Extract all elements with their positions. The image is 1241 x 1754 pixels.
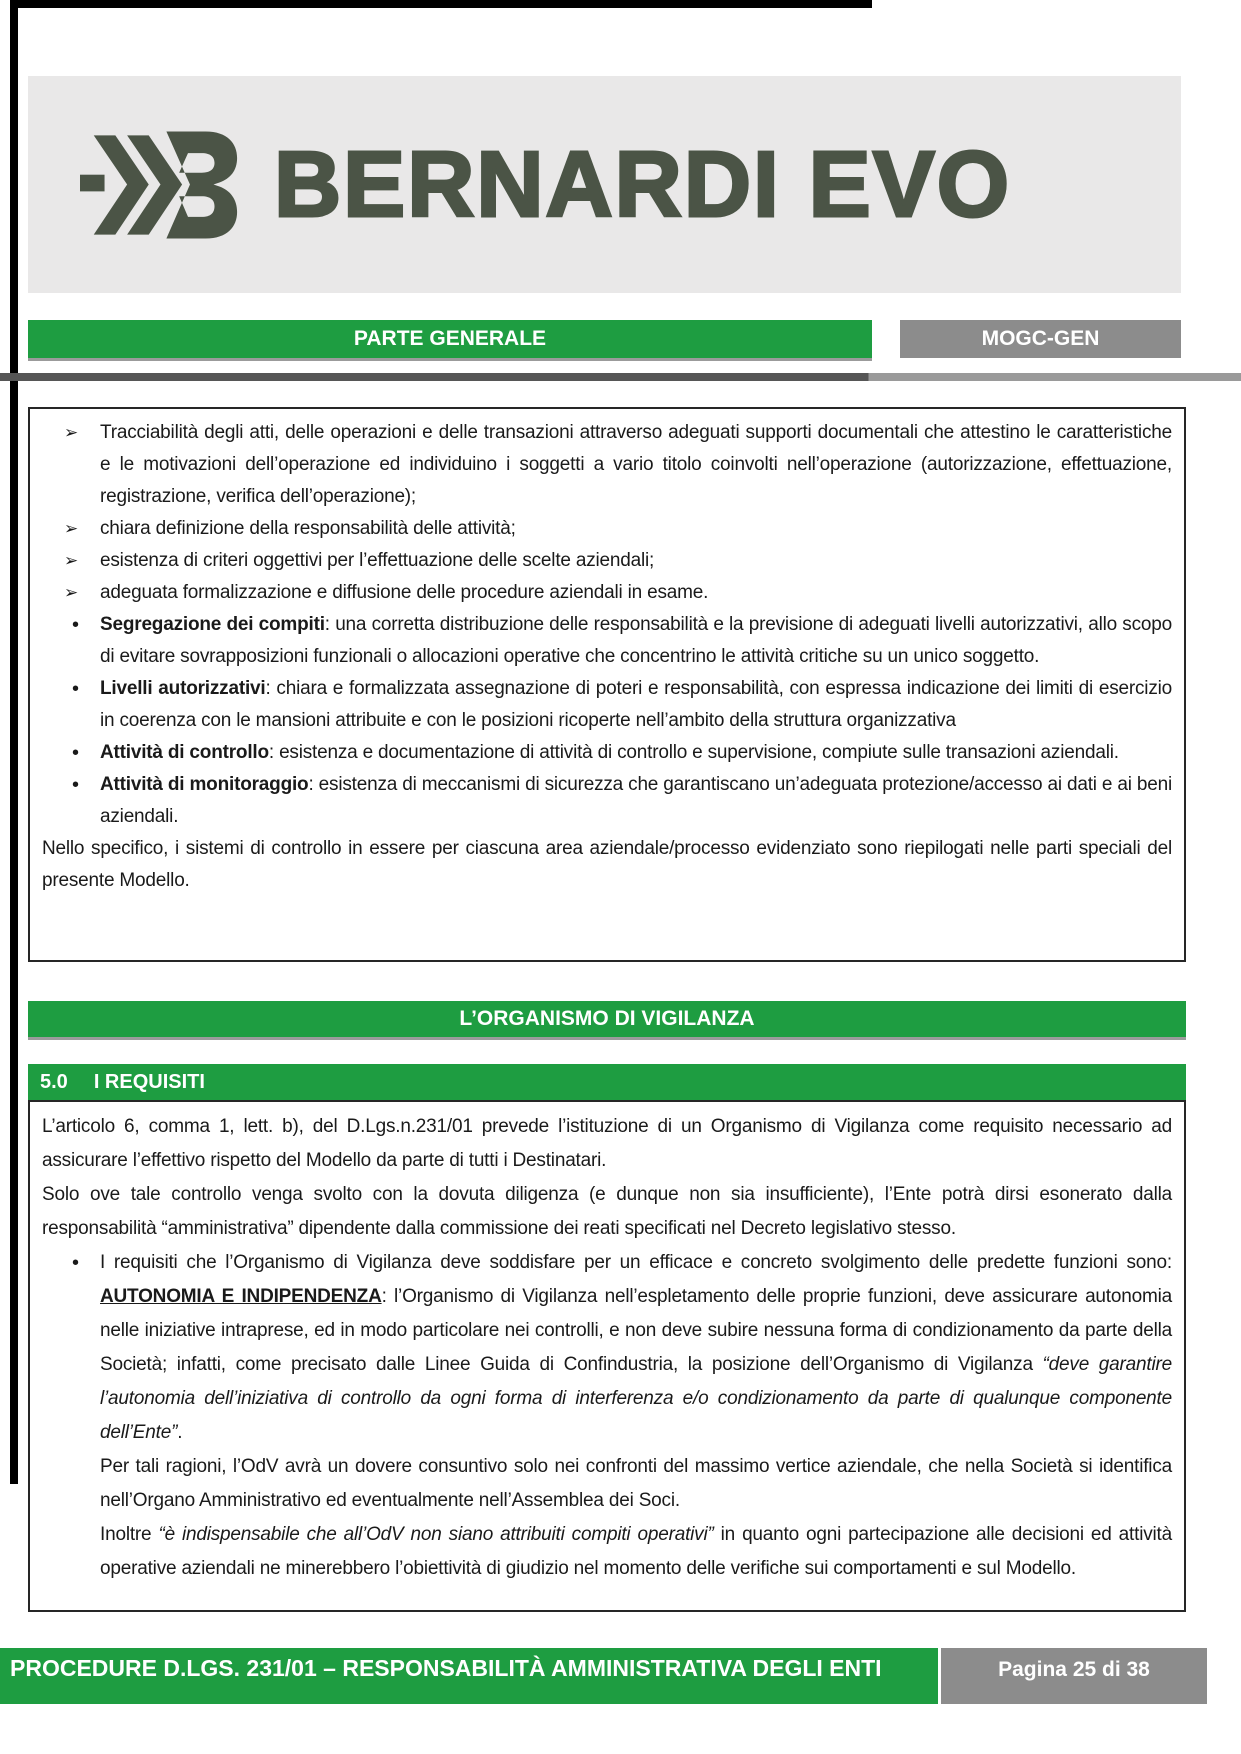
list-item xyxy=(42,769,1172,833)
list-item xyxy=(42,417,1172,513)
dot-bullet-icon: • xyxy=(72,1252,79,1274)
dot-bullet-icon: • xyxy=(72,774,79,796)
scan-artifact-horizontal-line xyxy=(10,0,872,8)
list-item xyxy=(42,545,1172,577)
list-item xyxy=(42,1246,1172,1450)
requisiti-box xyxy=(28,1100,1186,1612)
paragraph: Solo ove tale controllo venga svolto con la dovuta diligenza (e dunque non sia insufficiente), l’Ente potrà dirsi esonerato dalla responsabilità “amministrativa” dipendente dalla commissione dei reati specificati nel Decreto legislativo stesso. xyxy=(42,1184,1172,1239)
section-title: I REQUISITI xyxy=(93,1071,205,1093)
header-divider xyxy=(0,373,1241,381)
list-item xyxy=(42,737,1172,769)
scan-artifact-vertical-line xyxy=(10,0,18,1484)
logo-text: BERNARDI EVO xyxy=(274,132,1012,236)
dot-bullet-icon: • xyxy=(72,614,79,636)
banner-mogc-gen: MOGC-GEN xyxy=(900,320,1181,358)
dot-bullet-icon: • xyxy=(72,742,79,764)
arrow-bullet-icon: ➢ xyxy=(64,551,79,570)
list-item xyxy=(42,609,1172,673)
list-item-lead: Attività di controllo xyxy=(100,742,269,763)
arrow-bullet-icon: ➢ xyxy=(64,583,79,602)
list-item-text: adeguata formalizzazione e diffusione delle procedure aziendali in esame. xyxy=(100,582,709,603)
list-item-text: Segregazione dei compiti: una corretta distribuzione delle responsabilità e la previsione di adeguati livelli autorizzativi, allo scopo di evitare sovrapposizioni funzionali o allocazioni operative che concentrino le attività critiche su un unico soggetto. xyxy=(100,614,1173,667)
quoted-text: “deve garantire l’autonomia dell’iniziativa di controllo da ogni forma di interferenza e/o condizionamento da parte di qualunque componente dell’Ente” xyxy=(100,1354,1172,1443)
list-item-text: Tracciabilità degli atti, delle operazioni e delle transazioni attraverso adeguati supporti documentali che attestino le caratteristiche e le motivazioni dell’operazione ed individuino i soggetti a vario titolo coinvolti nell’operazione (autorizzazione, effettuazione, registrazione, verifica dell’operazione); xyxy=(100,422,1172,507)
banner-parte-generale: PARTE GENERALE xyxy=(28,320,872,358)
section-heading-requisiti xyxy=(28,1064,1186,1100)
list-item-lead: Attività di monitoraggio xyxy=(100,774,309,795)
bernardi-logo-icon xyxy=(80,122,242,248)
emphasis-text: AUTONOMIA E INDIPENDENZA xyxy=(100,1286,382,1307)
paragraph: L’articolo 6, comma 1, lett. b), del D.Lgs.n.231/01 prevede l’istituzione di un Organismo di Vigilanza come requisito necessario ad assicurare l’effettivo rispetto del Modello da parte di tutti i Destinatari. xyxy=(42,1116,1172,1171)
footer-title: PROCEDURE D.LGS. 231/01 – RESPONSABILITÀ AMMINISTRATIVA DEGLI ENTI xyxy=(0,1648,938,1704)
list-item-text: esistenza di criteri oggettivi per l’effettuazione delle scelte aziendali; xyxy=(100,550,655,571)
arrow-bullet-icon: ➢ xyxy=(64,423,79,442)
list-item-text: chiara definizione della responsabilità delle attività; xyxy=(100,518,516,539)
list-item-text: Attività di controllo: esistenza e documentazione di attività di controllo e supervisione, compiute sulle transazioni aziendali. xyxy=(100,742,1119,763)
list-item-lead: Segregazione dei compiti xyxy=(100,614,325,635)
control-systems-box xyxy=(28,407,1186,962)
section-banner-organismo-di-vigilanza: L’ORGANISMO DI VIGILANZA xyxy=(28,1001,1186,1037)
paragraph: Inoltre “è indispensabile che all’OdV non siano attribuiti compiti operativi” in quanto ogni partecipazione alle decisioni ed attività operative aziendali ne minerebbero l’obiettività di giudizio nel momento delle verifiche sui comportamenti e sul Modello. xyxy=(100,1524,1172,1579)
dot-bullet-icon: • xyxy=(72,678,79,700)
footer-page-number: Pagina 25 di 38 xyxy=(941,1648,1207,1704)
list-item xyxy=(42,673,1172,737)
closing-paragraph: Nello specifico, i sistemi di controllo in essere per ciascuna area aziendale/processo evidenziato sono riepilogati nelle parti speciali del presente Modello. xyxy=(42,838,1172,891)
quoted-text: “è indispensabile che all’OdV non siano attribuiti compiti operativi” xyxy=(158,1524,714,1545)
logo-header xyxy=(28,76,1181,293)
arrow-bullet-icon: ➢ xyxy=(64,519,79,538)
list-item xyxy=(42,577,1172,609)
list-item-lead: Livelli autorizzativi xyxy=(100,678,266,699)
section-number: 5.0 xyxy=(40,1071,68,1093)
list-item-text: Attività di monitoraggio: esistenza di meccanismi di sicurezza che garantiscano un’adeguata protezione/accesso ai dati e ai beni aziendali. xyxy=(100,774,1172,827)
list-item xyxy=(42,513,1172,545)
paragraph: Per tali ragioni, l’OdV avrà un dovere consuntivo solo nei confronti del massimo vertice aziendale, che nella Società si identifica nell’Organo Amministrativo ed eventualmente nell’Assemblea dei Soci. xyxy=(100,1456,1172,1511)
list-item-text: I requisiti che l’Organismo di Vigilanza deve soddisfare per un efficace e concreto svolgimento delle predette funzioni sono: AUTONOMIA E INDIPENDENZA: l’Organismo di Vigilanza nell’espletamento delle proprie funzioni, deve assicurare autonomia nelle iniziative intraprese, ed in modo particolare nei controlli, e non deve subire nessuna forma di condizionamento da parte della Società; infatti, come precisato dalle Linee Guida di Confindustria, la posizione dell’Organismo di Vigilanza “deve garantire l’autonomia dell’iniziativa di controllo da ogni forma di interferenza e/o condizionamento da parte di qualunque componente dell’Ente”. xyxy=(100,1252,1172,1443)
list-item-text: Livelli autorizzativi: chiara e formalizzata assegnazione di poteri e responsabilità, con espressa indicazione dei limiti di esercizio in coerenza con le mansioni attribuite e con le posizioni ricoperte nell’ambito della struttura organizzativa xyxy=(100,678,1173,731)
